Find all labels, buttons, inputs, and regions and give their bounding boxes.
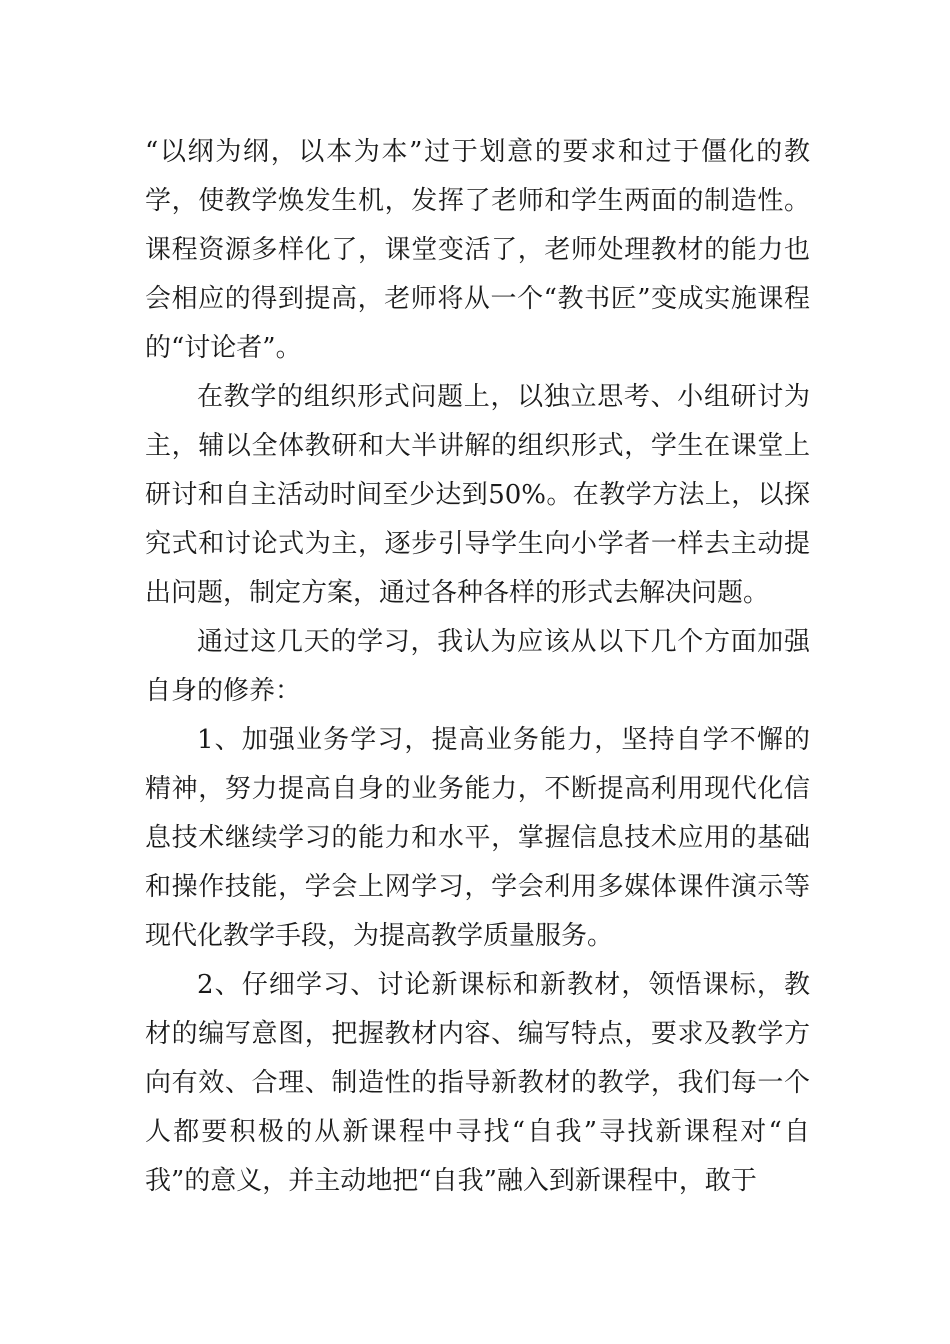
document-body: [145, 128, 810, 1206]
paragraph-teaching-organization: 在教学的组织形式问题上，以独立思考、小组研讨为主，辅以全体教研和大半讲解的组织形式，学生在课堂上研讨和自主活动时间至少达到50%。在教学方法上，以探究式和讨论式为主，逐步引导学生向小学者一样去主动提出问题，制定方案，通过各种各样的形式去解决问题。: [145, 382, 810, 608]
paragraph-self-improvement-intro: 通过这几天的学习，我认为应该从以下几个方面加强自身的修养：: [145, 627, 810, 706]
paragraph-item-1: 1、加强业务学习，提高业务能力，坚持自学不懈的精神，努力提高自身的业务能力，不断提高利用现代化信息技术继续学习的能力和水平，掌握信息技术应用的基础和操作技能，学会上网学习，学会利用多媒体课件演示等现代化教学手段，为提高教学质量服务。: [145, 725, 810, 951]
paragraph-continuation: “以纲为纲，以本为本”过于划意的要求和过于僵化的教学，使教学焕发生机，发挥了老师和学生两面的制造性。课程资源多样化了，课堂变活了，老师处理教材的能力也会相应的得到提高，老师将从一个“教书匠”变成实施课程的“讨论者”。: [145, 137, 810, 363]
paragraph-item-2: 2、仔细学习、讨论新课标和新教材，领悟课标，教材的编写意图，把握教材内容、编写特点，要求及教学方向有效、合理、制造性的指导新教材的教学，我们每一个人都要积极的从新课程中寻找“自我”寻找新课程对“自我”的意义，并主动地把“自我”融入到新课程中，敢于: [145, 970, 810, 1196]
